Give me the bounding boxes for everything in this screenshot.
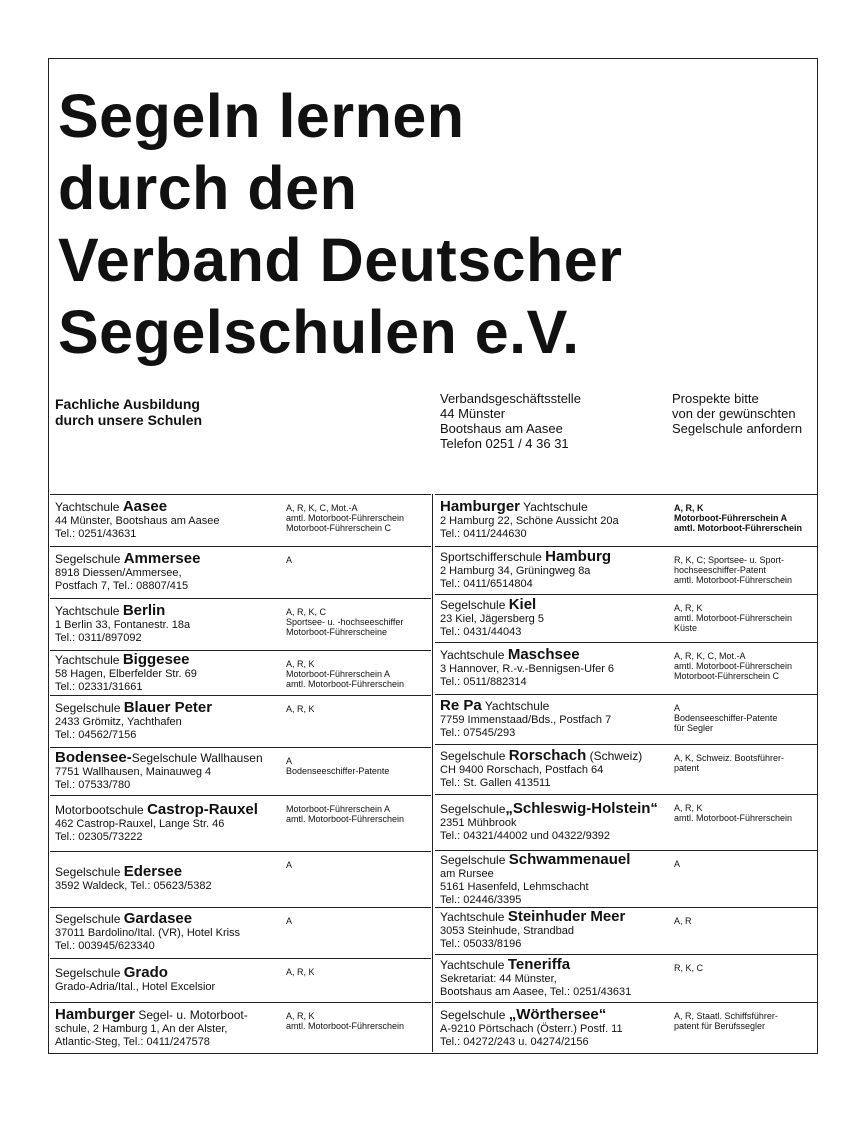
school-name: Bodensee- [55,749,132,766]
license-line: A, R, K [286,1011,315,1021]
school-name: Teneriffa [507,956,571,973]
school-entry [435,494,818,546]
school-entry [50,494,431,546]
school-type-suffix: Segelschule Wallhausen [131,751,263,765]
school-name: Gardasee [123,910,193,927]
school-type: Yachtschule [55,604,123,618]
license-line: A, R, Staatl. Schiffsführer- [674,1011,778,1021]
intro-line: Segelschule anfordern [672,421,803,436]
school-address-line: schule, 2 Hamburg 1, An der Alster, [55,1023,228,1035]
school-address-line: CH 9400 Rorschach, Postfach 64 [440,764,604,776]
school-type: Motorbootschule [55,803,148,817]
license-line: A [286,916,293,926]
headline [58,80,622,368]
school-heading [55,966,215,981]
license-line: Sportsee- u. -hochseeschiffer [286,617,404,627]
school-address-line: Tel.: 0431/44043 [440,626,522,638]
school-address-line: Tel.: 003945/623340 [55,940,155,952]
school-name: Steinhuder Meer [507,908,626,925]
intro-line: Telefon 0251 / 4 36 31 [440,436,569,451]
school-licenses [286,916,292,926]
school-name: Kiel [508,596,537,613]
school-address-line: Tel.: St. Gallen 413511 [440,777,551,789]
school-address-line: Tel.: 02446/3395 [440,894,522,906]
license-line: A [674,859,681,869]
license-line: A, R, K [286,967,315,977]
license-line: A, R [674,916,692,926]
school-address-line: 2 Hamburg 22, Schöne Aussicht 20a [440,515,619,527]
school-heading [440,598,544,613]
license-line: amtl. Motorboot-Führerschein [674,523,802,533]
school-licenses [286,756,389,776]
school-type: Yachtschule [440,648,508,662]
school-name: Grado [123,964,168,981]
school-entry [50,546,431,598]
license-line: A [286,555,293,565]
school-address-line: Tel.: 02305/73222 [55,831,143,843]
school-heading [440,749,642,764]
school-address-line: 5161 Hasenfeld, Lehmschacht [440,881,589,893]
license-line: R, K, C; Sportsee- u. Sport- [674,555,785,565]
license-line: A, R, K, C, Mot.-A [286,503,358,513]
license-line: Motorboot-Führerscheine [286,627,388,637]
school-licenses [674,916,692,926]
school-address-block [55,803,258,844]
school-name: „Schleswig-Holstein“ [505,800,658,817]
school-address-line: 7759 Immenstaad/Bds., Postfach 7 [440,714,612,726]
school-address-block [55,1008,248,1049]
school-heading [55,604,190,619]
school-address-line: 3 Hannover, R.-v.-Bennigsen-Ufer 6 [440,663,615,675]
license-line: patent für Berufssegler [674,1021,766,1031]
school-address-line: 58 Hagen, Elberfelder Str. 69 [55,668,197,680]
school-address-block [440,802,658,843]
school-address-line: Tel.: 04562/7156 [55,729,137,741]
school-entry [435,954,818,1002]
school-licenses [674,803,792,823]
school-address-block [55,912,240,953]
school-type: Segelschule [440,802,506,816]
school-entry [435,850,818,907]
school-address-line: Sekretariat: 44 Münster, [440,973,557,985]
license-line: A, R, K [674,803,703,813]
license-line: A [674,703,681,713]
school-address-line: 8918 Diessen/Ammersee, [55,567,182,579]
school-name: Re Pa [440,697,482,714]
school-address-line: Postfach 7, Tel.: 08807/415 [55,580,189,592]
license-line: A, R, K [674,503,704,513]
school-licenses [674,963,703,973]
license-line: hochseeschiffer-Patent [674,565,766,575]
license-line: Küste [674,623,698,633]
school-address-block [55,604,190,645]
school-address-block [440,598,544,639]
school-address-line: Tel.: 0411/6514804 [440,578,533,590]
school-name: Schwammenauel [508,851,631,868]
school-address-block [55,865,212,893]
intro-line: 44 Münster [440,406,506,421]
school-address-line: 2433 Grömitz, Yachthafen [55,716,182,728]
license-line: A, K, Schweiz. Bootsführer- [674,753,785,763]
school-name: Biggesee [122,651,190,668]
license-line: amtl. Motorboot-Führerschein [286,513,405,523]
license-line: für Segler [674,723,714,733]
school-licenses [674,503,802,533]
school-address-line: 2351 Mühbrook [440,817,517,829]
school-address-block [55,500,220,541]
school-address-line: Tel.: 0511/882314 [440,676,527,688]
school-licenses [286,804,404,824]
school-address-line: 1 Berlin 33, Fontanestr. 18a [55,619,191,631]
intro-brochure-note [672,391,802,436]
school-entry [435,594,818,642]
school-entry [435,642,818,694]
school-entry [435,907,818,954]
school-address-line: Tel.: 07545/293 [440,727,516,739]
school-licenses [286,607,403,637]
license-line: A, R, K [286,659,315,669]
school-licenses [286,1011,404,1031]
headline-line: Segeln lernen [58,82,465,150]
school-address-block [440,699,611,740]
license-line: A [286,860,293,870]
school-licenses [674,651,792,681]
school-heading [440,853,630,868]
school-address-block [55,751,263,792]
license-line: A, R, K [674,603,703,613]
school-address-line: Tel.: 05033/8196 [440,938,522,950]
school-heading [440,699,611,714]
school-address-line: Tel.: 02331/31661 [55,681,143,693]
school-entry [435,1002,818,1054]
school-licenses [286,967,315,977]
license-line: A [286,756,293,766]
school-name: Blauer Peter [123,699,213,716]
headline-line: Segelschulen e.V. [58,298,580,366]
school-licenses [674,555,792,585]
license-line: R, K, C [674,963,704,973]
school-name: Aasee [122,498,168,515]
license-line: amtl. Motorboot-Führerschein [286,1021,405,1031]
school-address-line: Tel.: 07533/780 [55,779,131,791]
school-address-block [55,653,197,694]
intro-line: Prospekte bitte [672,391,759,406]
school-address-line: 37011 Bardolino/Ital. (VR), Hotel Kriss [55,927,241,939]
license-line: patent [674,763,700,773]
school-heading [55,701,212,716]
school-licenses [674,859,680,869]
license-line: A, R, K, C, Mot.-A [674,651,746,661]
school-licenses [286,860,292,870]
school-type: Yachtschule [55,653,123,667]
school-licenses [286,503,404,533]
license-line: A, R, K, C [286,607,327,617]
school-name: Ammersee [123,550,201,567]
school-type: Segelschule [440,1008,509,1022]
school-address-line: 462 Castrop-Rauxel, Lange Str. 46 [55,818,225,830]
column-divider [432,494,433,1052]
intro-line: von der gewünschten [672,406,796,421]
school-address-line: Tel.: 0251/43631 [55,528,137,540]
school-type: Segelschule [55,552,124,566]
school-licenses [286,659,404,689]
license-line: amtl. Motorboot-Führerschein [286,679,405,689]
school-entry [50,695,431,747]
school-listing [50,494,818,1054]
school-type: Segelschule [55,701,124,715]
school-licenses [674,703,777,733]
school-heading [440,500,619,515]
school-address-block [440,853,630,907]
school-address-block [55,701,212,742]
school-address-line: Tel.: 0311/897092 [55,632,142,644]
school-address-line: 44 Münster, Bootshaus am Aasee [55,515,220,527]
license-line: amtl. Motorboot-Führerschein [674,813,793,823]
school-licenses [286,704,315,714]
school-type: Sportschifferschule [440,550,546,564]
school-heading [55,912,240,927]
license-line: amtl. Motorboot-Führerschein [286,814,405,824]
school-type: Yachtschule [55,500,123,514]
school-address-block [440,958,631,999]
school-type: Segelschule [55,912,124,926]
school-heading [55,500,220,515]
school-heading [440,550,611,565]
school-address-block [440,500,619,541]
school-address-line: 3592 Waldeck, Tel.: 05623/5382 [55,880,212,892]
school-licenses [674,753,784,773]
school-address-block [55,966,215,994]
license-line: Motorboot-Führerschein A [674,513,788,523]
school-heading [55,803,258,818]
school-entry [435,546,818,594]
school-name: Hamburger [440,498,521,515]
intro-line: durch unsere Schulen [55,412,203,428]
school-type: Yachtschule [440,910,508,924]
license-line: Motorboot-Führerschein C [674,671,780,681]
school-address-block [440,550,611,591]
school-entry [50,598,431,650]
school-address-line: am Rursee [440,868,494,880]
school-type: Segelschule [55,966,124,980]
school-heading [55,1008,248,1023]
school-address-line: Tel.: 0411/244630 [440,528,527,540]
school-entry [435,694,818,744]
license-line: Bodenseeschiffer-Patente [674,713,778,723]
license-line: Bodenseeschiffer-Patente [286,766,390,776]
school-address-line: A-9210 Pörtschach (Österr.) Postf. 11 [440,1023,623,1035]
school-heading [440,802,658,817]
school-address-block [440,749,642,790]
school-heading [55,653,197,668]
school-name: Hamburg [545,548,612,565]
school-address-line: 3053 Steinhude, Strandbad [440,925,574,937]
school-heading [440,648,614,663]
school-name: Maschsee [507,646,580,663]
school-entry [50,650,431,695]
school-entry [50,795,431,851]
intro-line: Fachliche Ausbildung [55,396,200,412]
school-heading [55,865,212,880]
school-address-block [55,552,200,593]
school-licenses [674,603,792,633]
school-heading [440,1008,623,1023]
school-entry [50,958,431,1002]
school-type: Segelschule [440,853,509,867]
school-name: Castrop-Rauxel [147,801,258,818]
school-entry [50,907,431,958]
school-type: Yachtschule [440,958,508,972]
license-line: amtl. Motorboot-Führerschein [674,661,793,671]
school-licenses [674,1011,778,1031]
intro-office-address [440,391,581,451]
school-licenses [286,555,292,565]
school-address-line: Grado-Adria/Ital., Hotel Excelsior [55,981,216,993]
license-line: A, R, K [286,704,315,714]
school-address-line: 2 Hamburg 34, Grüningweg 8a [440,565,591,577]
school-heading [440,910,625,925]
license-line: amtl. Motorboot-Führerschein [674,575,793,585]
school-address-line: Bootshaus am Aasee, Tel.: 0251/43631 [440,986,632,998]
school-address-line: 23 Kiel, Jägersberg 5 [440,613,544,625]
school-address-block [440,648,614,689]
license-line: Motorboot-Führerschein A [286,669,391,679]
school-type: Segelschule [440,598,509,612]
license-line: Motorboot-Führerschein C [286,523,392,533]
school-entry [50,1002,431,1054]
school-entry [435,744,818,794]
school-type-suffix: (Schweiz) [586,749,643,763]
school-address-block [440,910,625,951]
school-address-line: Tel.: 04272/243 u. 04274/2156 [440,1036,589,1048]
school-address-line: Tel.: 04321/44002 und 04322/9392 [440,830,611,842]
license-line: Motorboot-Führerschein A [286,804,391,814]
school-type-suffix: Yachtschule [520,500,588,514]
school-address-line: Atlantic-Steg, Tel.: 0411/247578 [55,1036,210,1048]
school-name: Edersee [123,863,183,880]
school-heading [440,958,631,973]
license-line: amtl. Motorboot-Führerschein [674,613,793,623]
school-entry [435,794,818,850]
intro-training-note [55,396,202,428]
school-heading [55,751,263,766]
school-name: Rorschach [508,747,587,764]
intro-line: Bootshaus am Aasee [440,421,563,436]
school-type: Segelschule [440,749,509,763]
school-address-block [440,1008,623,1049]
school-type-suffix: Segel- u. Motorboot- [135,1008,248,1022]
school-entry [50,851,431,907]
headline-line: durch den [58,154,358,222]
school-entry [50,747,431,795]
school-name: Hamburger [55,1006,136,1023]
school-type-suffix: Yachtschule [481,699,550,713]
school-heading [55,552,200,567]
school-address-line: 7751 Wallhausen, Mainauweg 4 [55,766,212,778]
school-name: Berlin [122,602,166,619]
intro-line: Verbandsgeschäftsstelle [440,391,581,406]
school-name: „Wörthersee“ [508,1006,607,1023]
school-type: Segelschule [55,865,124,879]
headline-line: Verband Deutscher [58,226,623,294]
